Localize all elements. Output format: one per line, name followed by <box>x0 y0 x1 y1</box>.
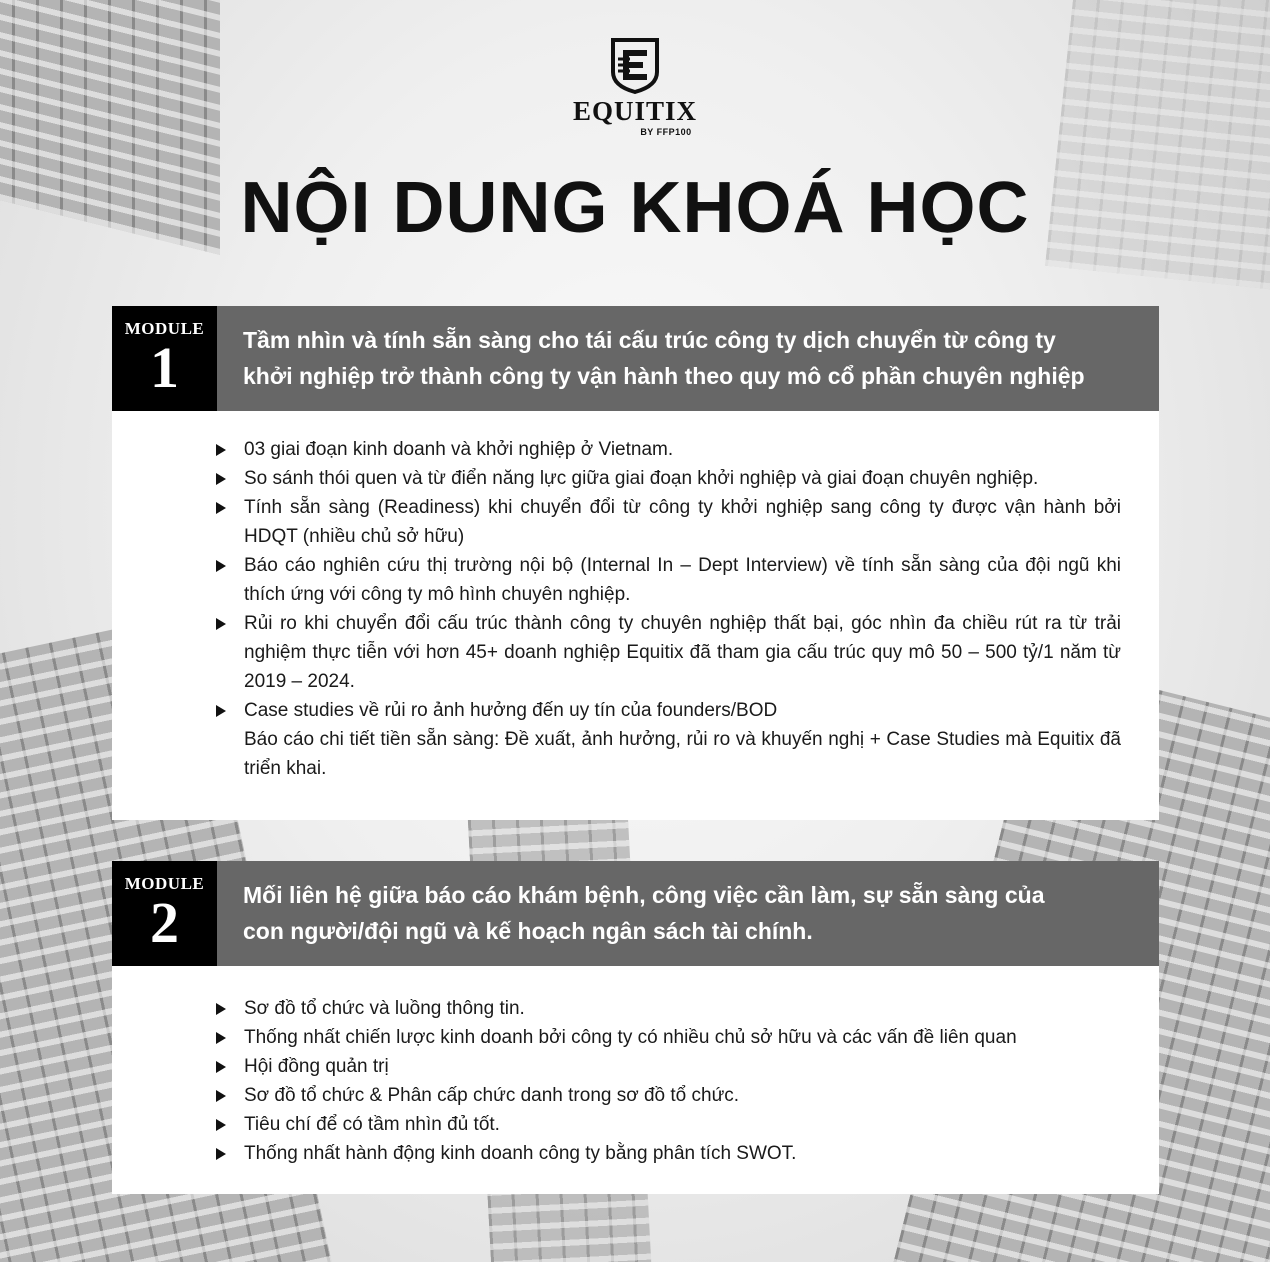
list-item: Rủi ro khi chuyển đổi cấu trúc thành công ty chuyên nghiệp thất bại, góc nhìn đa chiều rút ra từ trải nghiệm thực tiễn với hơn 45+ doanh nghiệp Equitix đã tham gia cấu trúc quy mô 50 – 500 tỷ/1 năm từ 2019 – 2024. <box>216 609 1121 696</box>
list-item: Thống nhất chiến lược kinh doanh bởi công ty có nhiều chủ sở hữu và các vấn đề liên quan <box>216 1023 1121 1052</box>
module-1-extra-text: Báo cáo chi tiết tiền sẵn sàng: Đề xuất, ảnh hưởng, rủi ro và khuyến nghị + Case Studies mà Equitix đã triển khai. <box>244 729 1121 779</box>
page-title: NỘI DUNG KHOÁ HỌC <box>240 168 1030 248</box>
list-item: Tiêu chí để có tầm nhìn đủ tốt. <box>216 1110 1121 1139</box>
module-2 <box>112 861 1159 1194</box>
brand-sub: BY FFP100 <box>640 127 692 137</box>
module-1-body <box>112 411 1159 820</box>
brand-logo <box>0 34 1270 137</box>
module-label: MODULE <box>124 319 205 338</box>
module-2-body <box>112 966 1159 1194</box>
module-1 <box>112 306 1159 820</box>
list-item: Hội đồng quản trị <box>216 1052 1121 1081</box>
triangle-bullet-icon <box>216 705 226 717</box>
module-title-line: Mối liên hệ giữa báo cáo khám bệnh, công việc cần làm, sự sẵn sàng của <box>243 882 1045 908</box>
triangle-bullet-icon <box>216 1119 226 1131</box>
triangle-bullet-icon <box>216 560 226 572</box>
module-title-line: Tầm nhìn và tính sẵn sàng cho tái cấu trúc công ty dịch chuyển từ công ty <box>243 327 1056 353</box>
shield-e-logo-icon <box>610 34 660 94</box>
module-2-header <box>112 861 1159 966</box>
triangle-bullet-icon <box>216 502 226 514</box>
module-title-line: con người/đội ngũ và kế hoạch ngân sách tài chính. <box>243 918 813 944</box>
module-2-title <box>217 861 1159 966</box>
triangle-bullet-icon <box>216 444 226 456</box>
triangle-bullet-icon <box>216 618 226 630</box>
list-item: Báo cáo nghiên cứu thị trường nội bộ (Internal In – Dept Interview) về tính sẵn sàng của đội ngũ khi thích ứng với công ty mô hình chuyên nghiệp. <box>216 551 1121 609</box>
brand-name: EQUITIX <box>572 96 698 126</box>
module-1-header <box>112 306 1159 411</box>
list-item: So sánh thói quen và từ điển năng lực giữa giai đoạn khởi nghiệp và giai đoạn chuyên nghiệp. <box>216 464 1121 493</box>
list-item: Sơ đồ tổ chức & Phân cấp chức danh trong sơ đồ tổ chức. <box>216 1081 1121 1110</box>
list-item: Tính sẵn sàng (Readiness) khi chuyển đổi từ công ty khởi nghiệp sang công ty được vận hành bởi HDQT (nhiều chủ sở hữu) <box>216 493 1121 551</box>
module-2-badge <box>112 861 217 966</box>
triangle-bullet-icon <box>216 1148 226 1160</box>
triangle-bullet-icon <box>216 1032 226 1044</box>
module-title-line: khởi nghiệp trở thành công ty vận hành theo quy mô cổ phần chuyên nghiệp <box>243 363 1085 389</box>
module-number: 1 <box>150 335 179 400</box>
module-1-title <box>217 306 1159 411</box>
triangle-bullet-icon <box>216 1090 226 1102</box>
triangle-bullet-icon <box>216 1061 226 1073</box>
list-item: Case studies về rủi ro ảnh hưởng đến uy tín của founders/BOD <box>216 696 1121 725</box>
module-2-list <box>216 994 1121 1168</box>
triangle-bullet-icon <box>216 473 226 485</box>
list-item: Thống nhất hành động kinh doanh công ty bằng phân tích SWOT. <box>216 1139 1121 1168</box>
module-1-list <box>216 435 1121 725</box>
module-number: 2 <box>150 890 179 955</box>
list-item: Sơ đồ tổ chức và luồng thông tin. <box>216 994 1121 1023</box>
module-label: MODULE <box>124 874 205 893</box>
module-1-badge <box>112 306 217 411</box>
triangle-bullet-icon <box>216 1003 226 1015</box>
list-item: 03 giai đoạn kinh doanh và khởi nghiệp ở Vietnam. <box>216 435 1121 464</box>
